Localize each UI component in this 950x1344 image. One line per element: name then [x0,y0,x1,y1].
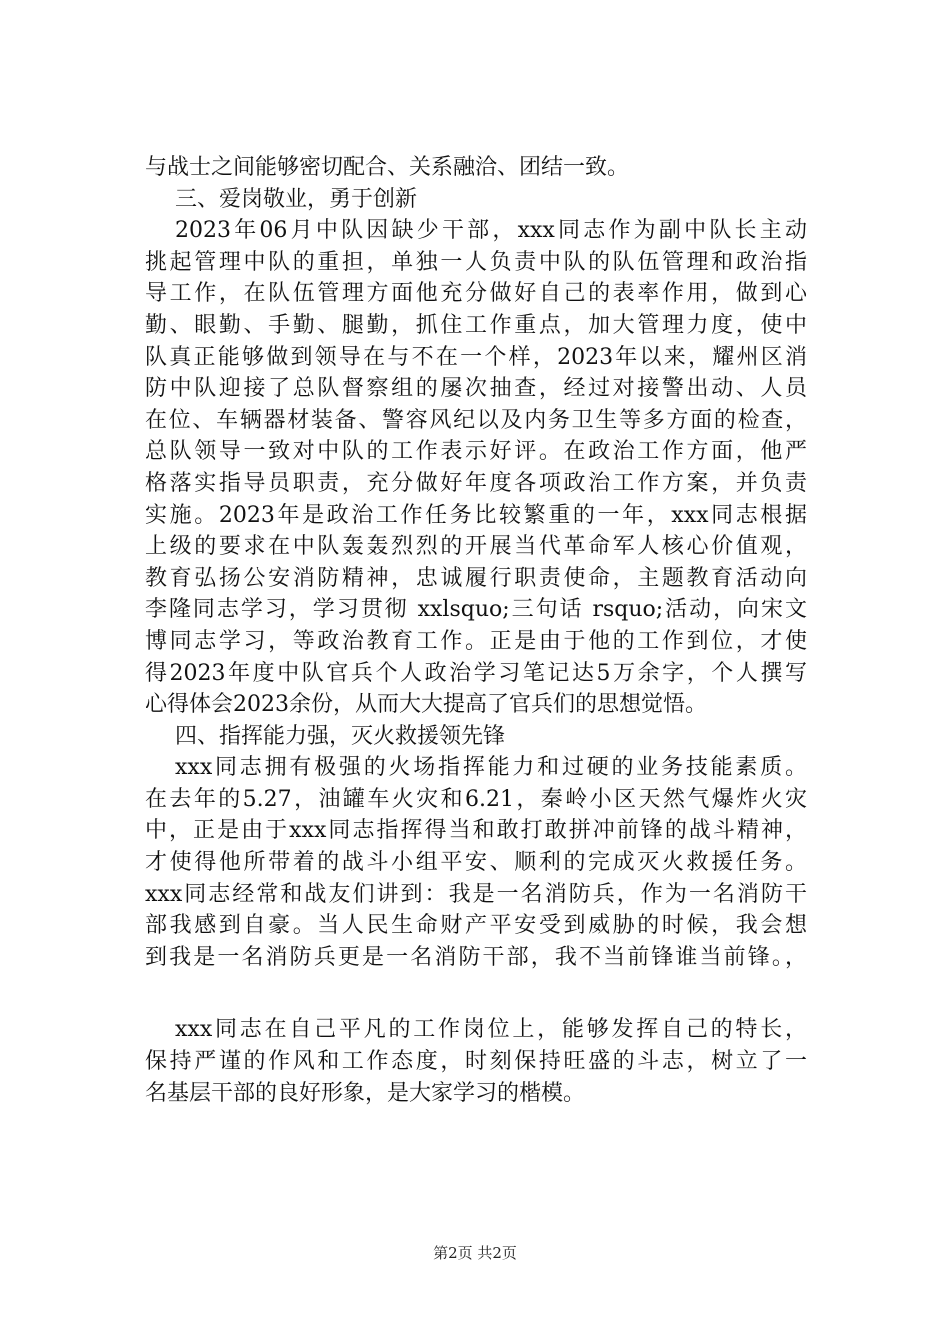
text-line: 中，正是由于xxx同志指挥得当和敢打敢拼冲前锋的战斗精神， [145,818,807,844]
text-line: 队真正能够做到领导在与不在一个样，2023年以来，耀州区消 [145,344,807,370]
text-line: 部我感到自豪。当人民生命财产平安受到威胁的时候，我会想 [145,913,807,939]
text-line: xxx同志拥有极强的火场指挥能力和过硬的业务技能素质。 [175,755,807,781]
closing-paragraph [145,1014,807,1109]
text-line: 在去年的5.27，油罐车火灾和6.21，秦岭小区天然气爆炸火灾 [145,786,807,812]
text-line: xxx同志在自己平凡的工作岗位上，能够发挥自己的特长， [175,1017,807,1043]
text-line: 得2023年度中队官兵个人政治学习笔记达5万余字，个人撰写 [145,660,807,686]
text-line: 教育弘扬公安消防精神，忠诚履行职责使命，主题教育活动向 [145,565,807,591]
text-line: 名基层干部的良好形象，是大家学习的楷模。 [145,1080,586,1106]
text-line: 勤、眼勤、手勤、腿勤，抓住工作重点，加大管理力度，使中 [145,312,807,338]
text-line: 挑起管理中队的重担，单独一人负责中队的队伍管理和政治指 [145,249,807,275]
text-line: 上级的要求在中队轰轰烈烈的开展当代革命军人核心价值观， [145,534,807,560]
text-line: 博同志学习，等政治教育工作。正是由于他的工作到位，才使 [145,628,807,654]
text-line: 到我是一名消防兵更是一名消防干部，我不当前锋谁当前锋。， [145,944,807,970]
text-line: 与战士之间能够密切配合、关系融洽、团结一致。 [145,155,630,180]
text-line: 导工作，在队伍管理方面他充分做好自己的表率作用，做到心 [145,281,807,307]
text-line: 格落实指导员职责，充分做好年度各项政治工作方案，并负责 [145,470,807,496]
text-line: 心得体会2023余份，从而大大提高了官兵们的思想觉悟。 [145,692,707,718]
text-line: 四、指挥能力强，灭火救援领先锋 [175,723,506,749]
text-line: 总队领导一致对中队的工作表示好评。在政治工作方面，他严 [145,439,807,465]
text-line: xxx同志经常和战友们讲到：我是一名消防兵，作为一名消防干 [145,881,807,907]
text-line: 在位、车辆器材装备、警容风纪以及内务卫生等多方面的检查， [145,407,807,433]
text-line: 李隆同志学习，学习贯彻 xxlsquo;三句话 rsquo;活动，向宋文 [145,597,807,623]
text-line: 保持严谨的作风和工作态度，时刻保持旺盛的斗志，树立了一 [145,1049,807,1075]
text-line: 才使得他所带着的战斗小组平安、顺利的完成灭火救援任务。 [145,850,807,876]
text-line: 2023年06月中队因缺少干部，xxx同志作为副中队长主动 [175,218,807,244]
text-line: 三、爱岗敬业，勇于创新 [175,186,418,212]
text-line: 实施。2023年是政治工作任务比较繁重的一年，xxx同志根据 [145,502,807,528]
text-line: 防中队迎接了总队督察组的屡次抽查，经过对接警出动、人员 [145,376,807,402]
document-body [145,152,807,973]
page-footer: 第2页 共2页 [433,1244,517,1262]
document-content [145,152,807,1109]
